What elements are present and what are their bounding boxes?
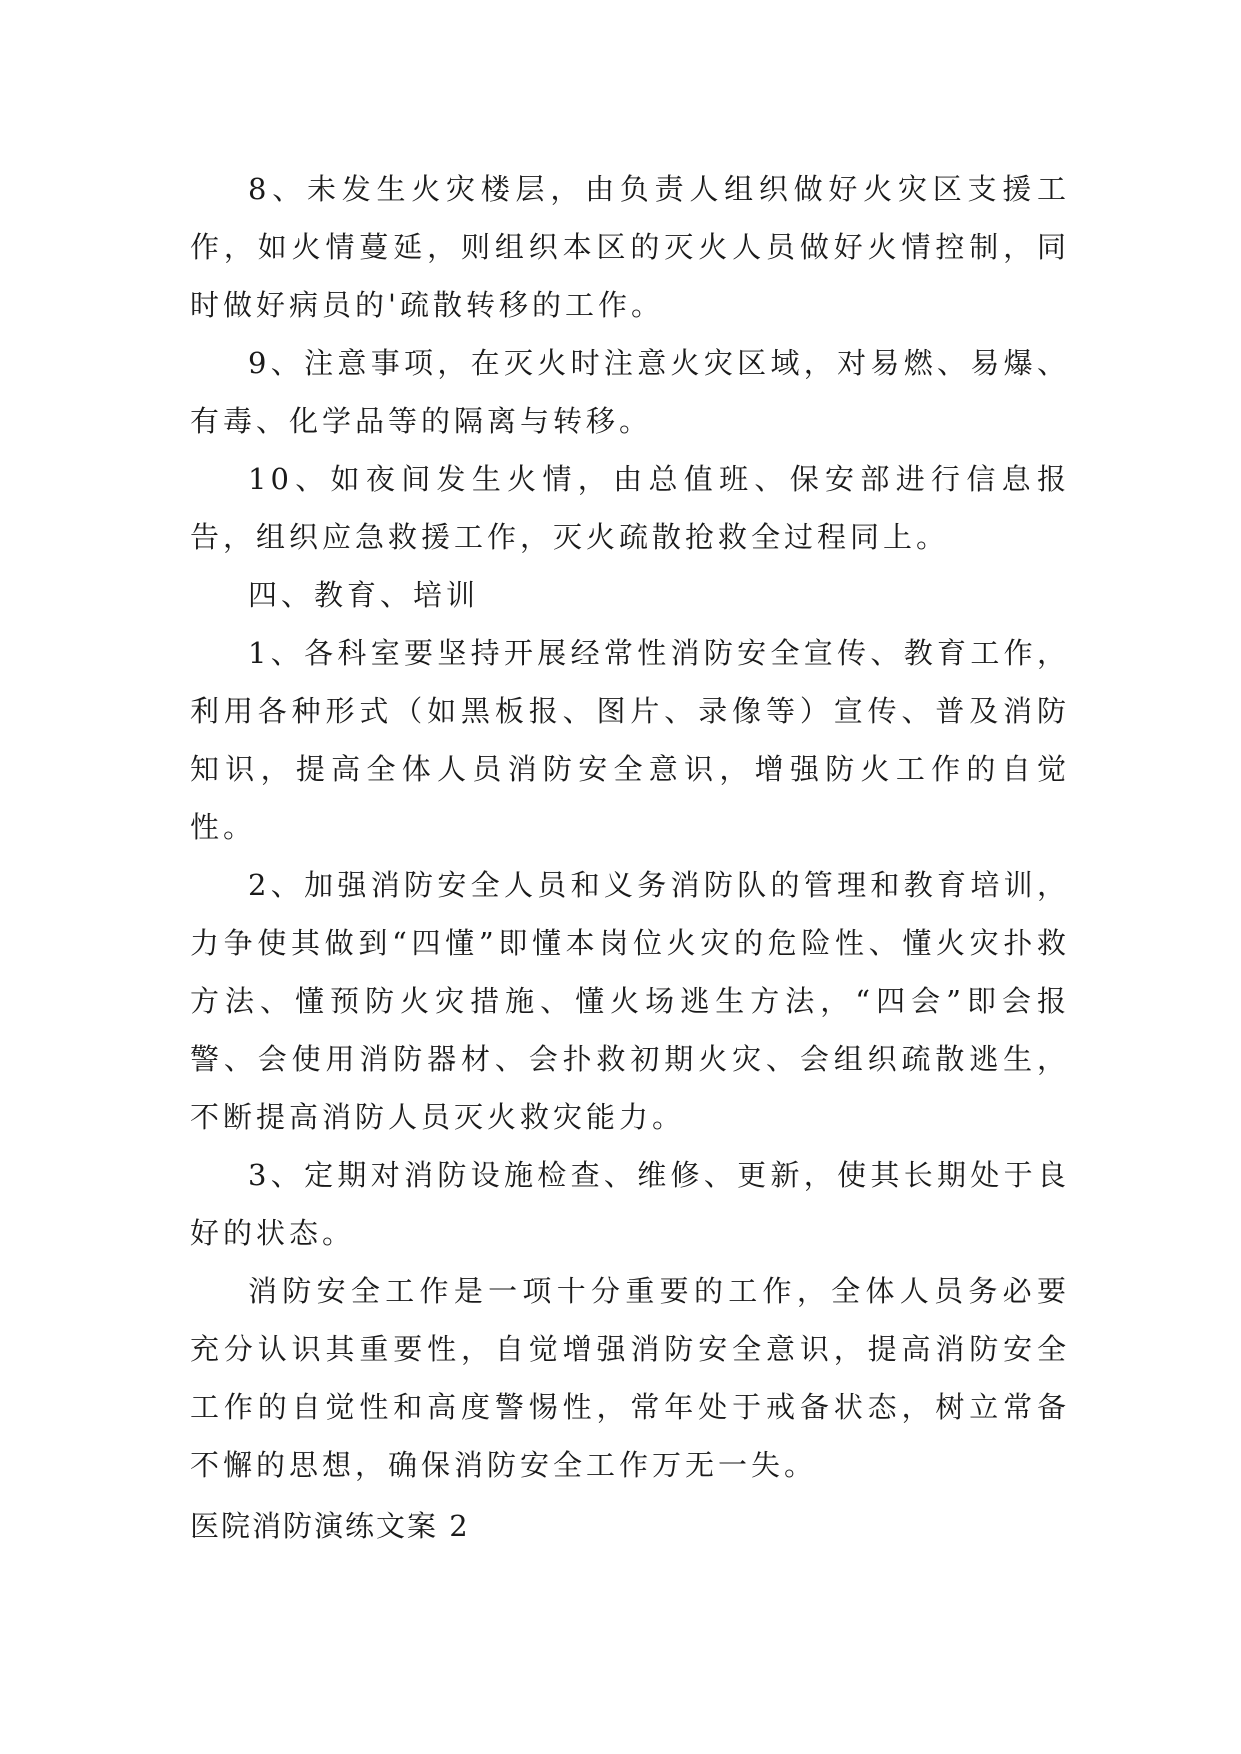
paragraph-item-8: 8、未发生火灾楼层，由负责人组织做好火灾区支援工作，如火情蔓延，则组织本区的灭火人员做好火情控制，同时做好病员的'疏散转移的工作。 [190,172,1070,322]
section-heading-education-training: 四、教育、培训 [248,578,480,612]
document-body [190,160,1070,1494]
next-document-title: 医院消防演练文案 2 [190,1509,470,1543]
training-item-1: 1、各科室要坚持开展经常性消防安全宣传、教育工作，利用各种形式（如黑板报、图片、录像等）宣传、普及消防知识，提高全体人员消防安全意识，增强防火工作的自觉性。 [190,636,1070,844]
training-item-3: 3、定期对消防设施检查、维修、更新，使其长期处于良好的状态。 [190,1158,1070,1250]
conclusion-paragraph: 消防安全工作是一项十分重要的工作，全体人员务必要充分认识其重要性，自觉增强消防安全意识，提高消防安全工作的自觉性和高度警惕性，常年处于戒备状态，树立常备不懈的思想，确保消防安全工作万无一失。 [190,1274,1070,1482]
paragraph-item-10: 10、如夜间发生火情，由总值班、保安部进行信息报告，组织应急救援工作，灭火疏散抢救全过程同上。 [190,462,1070,554]
training-item-2: 2、加强消防安全人员和义务消防队的管理和教育培训，力争使其做到“四懂”即懂本岗位火灾的危险性、懂火灾扑救方法、懂预防火灾措施、懂火场逃生方法，“四会”即会报警、会使用消防器材、会扑救初期火灾、会组织疏散逃生，不断提高消防人员灭火救灾能力。 [190,868,1070,1134]
paragraph-item-9: 9、注意事项，在灭火时注意火灾区域，对易燃、易爆、有毒、化学品等的隔离与转移。 [190,346,1070,438]
